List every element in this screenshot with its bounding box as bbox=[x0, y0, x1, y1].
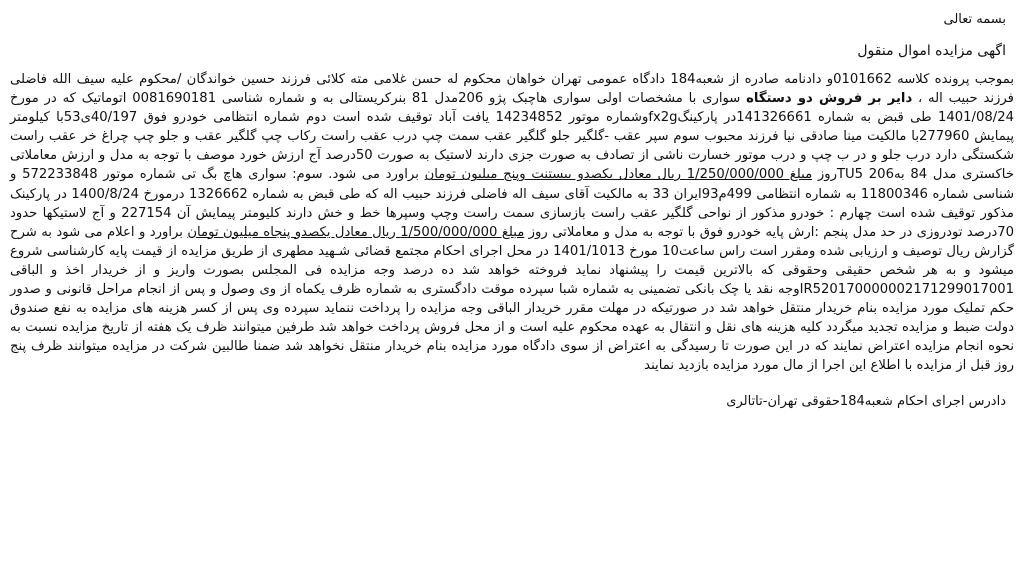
notice-title: اگهی مزایده اموال منقول bbox=[857, 43, 1006, 59]
body-sale-phrase: دایر بر فروش دو دستگاه bbox=[746, 91, 913, 107]
signature-line: دادرس اجرای احکام شعبه184حقوقی تهران-تاتالری bbox=[726, 393, 1006, 409]
body-segment-4: براورد و اعلام می شود به شرح گزارش ریال توصیف و ارزیابی شده ومقرر است راس ساعت10 مورخ 1401/1013 در محل اجرای احکام مجتمع قضائی شـهید مطهری از طریق مزایده از قیمت پایه کارشناسی شروع میشود و به هر شخص حقیقی وحقوقی که بالاترین قیمت را پیشنهاد نماید فروخته خواهد شد ده درصد وجه مزایده فی المجلس بصورت واریز و از خریدار اخذ و الباقی IR520170000002171299017001وجه نقد یا چک بانکی تضمینی به شماره شبا سپرده موقت دادگستری به شماره ظرف یکماه از وی وصول و پس از انجام مراحل قانونی و صدور حکم تملیک مورد مزایده بنام خریدار منتقل خواهد شد در صورتیکه در مهلت مقرر خریدار الباقی وجه مزایده را پرداخت ننماید سپرده وی پس از کسر هزینه های مزایده به نفع صندوق دولت ضبط و مزایده تجدید میگردد کلیه هزینه های نقل و انتقال به عهده محکوم علیه است و از محل فروش پرداخت خواهد شد طرفین میتوانند ظرف یک هفته از تاریخ مزایده نسبت به نحوه انجام مزایده اعتراض نمایند که در این صورت تا رسیدگی به اعتراض از سوی دادگاه مورد مزایده بنام خریدار منتقل نخواهد شد ضمنا طالبین شرکت در مزایده میتوانند ظرف پنج روز قبل از مزایده با اطلاع این اجرا از مال مورد مزایده بازدید نمایند bbox=[10, 224, 1014, 374]
first-price-amount: مبلغ 1/250/000/000 ریال معادل یکصدو بیستنت وپنج میلیون تومان bbox=[424, 167, 813, 183]
auction-notice bbox=[8, 4, 1016, 559]
body-segment-1: بموجب پرونده کلاسه 0101662و دادنامه صادره از شعبه184 دادگاه عمومی تهران خواهان محکوم له حسن غلامی مته کلائی فرزند حسین خواندگان /محکوم علیه سیف الله فاضلی فرزند حبیب اله ، bbox=[10, 72, 1014, 107]
body-segment-2: سواری با مشخصات اولی سواری هاچبک پژو 206مدل 81 بنرکریستالی به و شماره شناسی 0081690181 اتوماتیک که در مورخ 1401/08/24 طی قبض به شماره 141326661در پارکینگfx2gوشماره موتور 14234852 یافت آباد توقیف شده است دوم شماره انتظامی خودرو فوق 40/197ی53با کیلومتر پیمایش 277960با مالکیت مینا صادقی نیا فرزند محبوب سوم سپر عقب -گلگیر جلو گلگیر عقب سمت چپ درب عقب راست رکاب چپ گلگیر عقب و جلو چپ چراغ خر عقب راست شکستگی دارد درب جلو و در ب چپ و درب موتور خسارت ناشی از تصادف به صورت جزی دارند لاستیک به صورت 50درصد آج ارزش خورد موصف با توجه به مدل و ارزش معاملاتی خاکستری مدل 84 به206 TU5روز bbox=[10, 91, 1015, 183]
body-segment-3: براورد می شود. سوم: سواری هاچ بگ تی شماره موتور 572233848 و شناسی شماره 11800346 به شماره انتظامی 499م93ایران 33 به مالکیت آقای سیف اله فاضلی فرزند حبیب اله که طی قبض به شماره 1326662 درمورخ 1400/8/24 در پارکینک مذکور توقیف شده است چهارم : خودرو مذکور از نواحی گلگیر عقب راست بازسازی سمت راست وچپ وسپرها خط و خش دارند کلیومتر پیمایش آن 227154 و آج لاستیکها حدود 70درصد تودروزی در حد مدل پنجم :ارش پایه خودرو فوق با توجه به مدل و معاملاتی روز bbox=[10, 167, 1015, 240]
opening-line: بسمه تعالی bbox=[943, 12, 1006, 27]
second-price-amount: مبلغ 1/500/000/000 ریال معادل یکصدو پنجاه میلیون تومان bbox=[187, 224, 525, 240]
notice-body bbox=[8, 70, 1016, 376]
notice-footer bbox=[8, 392, 1016, 412]
